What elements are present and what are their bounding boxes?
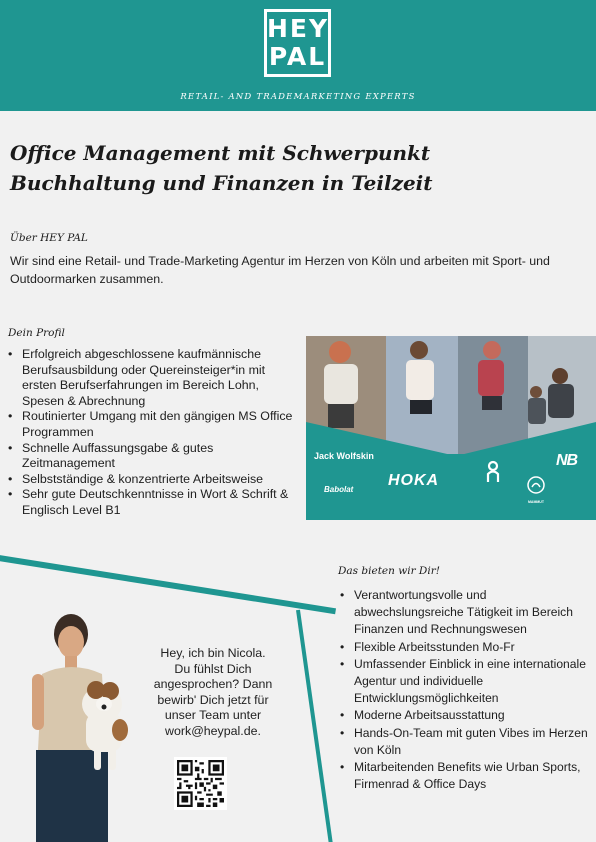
header-band <box>0 0 596 111</box>
jack-wolfskin-text: Jack Wolfskin <box>314 451 374 461</box>
job-title-line-2: Buchhaltung und Finanzen in Teilzeit <box>10 171 433 195</box>
contact-line: angesprochen? Dann <box>153 677 273 691</box>
mammut-logo <box>524 476 548 504</box>
runner-photos <box>306 336 596 454</box>
angebot-heading: Das bieten wir Dir! <box>338 565 440 577</box>
mammut-text: MAMMUT <box>528 500 544 504</box>
angebot-item: • Mitarbeitenden Benefits wie Urban Sports, Firmenrad & Office Days <box>340 759 590 793</box>
jack-wolfskin-logo <box>314 452 374 461</box>
profil-item: • Sehr gute Deutschkenntnisse in Wort & Schrift & Englisch Level B1 <box>8 487 298 518</box>
hoka-logo: HOKA <box>388 472 440 489</box>
contact-line: unser Team unter <box>164 708 262 722</box>
angebot-item: • Umfassender Einblick in eine internationale Agentur und individuelle Entwicklungsmöglichkeiten <box>340 656 590 708</box>
logo-line-1: HEY <box>267 14 330 43</box>
qr-code[interactable] <box>174 757 227 810</box>
on-logo <box>486 460 500 488</box>
profil-item: • Erfolgreich abgeschlossene kaufmännische Berufsausbildung oder Quereinsteiger*in mit ersten Berufserfahrungen im Bereich Lohn, Spesen & Abrechnung <box>8 347 298 409</box>
profil-item: • Selbstständige & konzentrierte Arbeitsweise <box>8 472 298 488</box>
contact-email[interactable]: work@heypal.de. <box>165 723 261 738</box>
profil-item: • Schnelle Auffassungsgabe & gutes Zeitmanagement <box>8 441 298 472</box>
job-title-line-1: Office Management mit Schwerpunkt <box>10 141 431 165</box>
profil-item: • Routinierter Umgang mit den gängigen MS Office Programmen <box>8 409 298 440</box>
angebot-item: • Hands-On-Team mit guten Vibes im Herzen von Köln <box>340 725 590 759</box>
brand-photo-panel <box>306 336 596 520</box>
nicola-photo <box>24 612 144 842</box>
heypal-logo <box>264 9 331 77</box>
mammut-icon <box>527 476 545 494</box>
babolat-logo: Babolat <box>324 485 354 494</box>
logo-line-2: PAL <box>268 42 327 71</box>
new-balance-logo: NB <box>556 452 578 469</box>
about-heading: Über HEY PAL <box>10 232 88 244</box>
contact-line: Du fühlst Dich <box>174 661 252 676</box>
about-text: Wir sind eine Retail- und Trade-Marketing Agentur im Herzen von Köln und arbeiten mit Sport- und Outdoormarken zusammen. <box>10 254 550 286</box>
contact-line: Hey, ich bin Nicola. <box>160 646 266 660</box>
angebot-item: • Verantwortungsvolle und abwechslungsreiche Tätigkeit im Bereich Finanzen und Rechnungswesen <box>340 587 590 639</box>
decorative-stripe <box>0 552 336 614</box>
on-icon <box>486 460 500 484</box>
contact-line: bewirb' Dich jetzt für <box>157 692 269 707</box>
angebot-item: • Flexible Arbeitsstunden Mo-Fr <box>340 639 590 656</box>
qr-code-icon <box>177 760 224 807</box>
job-title <box>10 138 433 198</box>
angebot-item: • Moderne Arbeitsausstattung <box>340 707 590 724</box>
profil-heading: Dein Profil <box>8 327 65 339</box>
decorative-stripe <box>296 610 333 842</box>
angebot-list <box>340 587 590 793</box>
contact-text <box>133 646 293 739</box>
profil-list <box>8 347 298 519</box>
tagline: RETAIL- AND TRADEMARKETING EXPERTS <box>180 92 416 102</box>
